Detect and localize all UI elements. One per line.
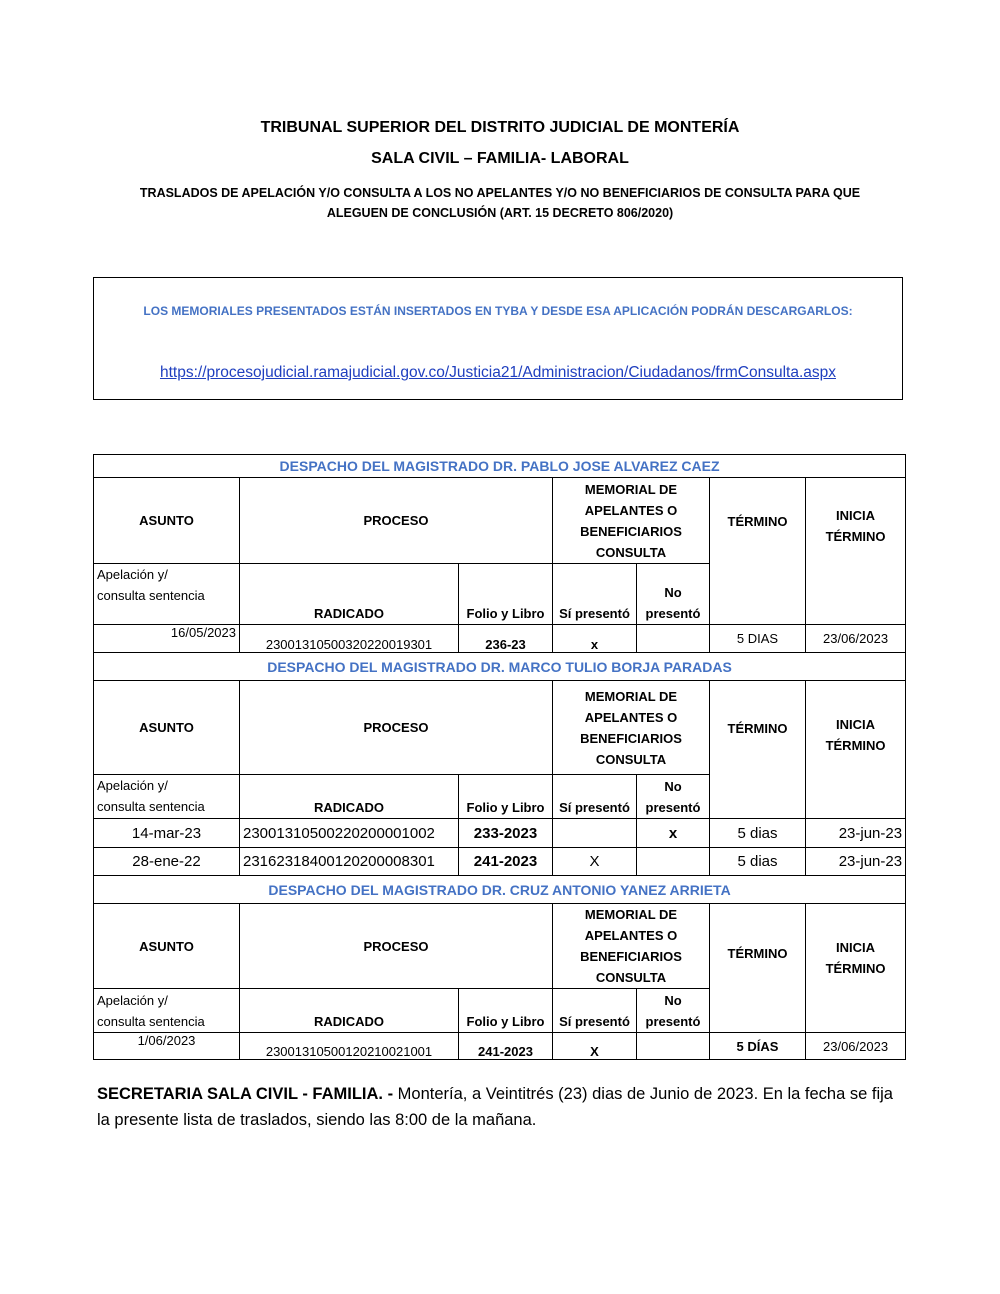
col-memorial xyxy=(553,681,710,775)
col-proceso: PROCESO xyxy=(240,904,553,989)
col-inicia-line: INICIA xyxy=(836,508,876,523)
cell-termino: 5 dias xyxy=(710,848,806,876)
col-memorial-line: BENEFICIARIOS xyxy=(580,523,682,539)
col-inicia-line: INICIA xyxy=(836,716,876,732)
cell-no-presento xyxy=(637,1033,710,1060)
tyba-consulta-link[interactable]: https://procesojudicial.ramajudicial.gov.co/Justicia21/Administracion/Ciudadanos/frmConsulta.aspx xyxy=(159,364,836,381)
table-row xyxy=(94,848,906,876)
section-title: DESPACHO DEL MAGISTRADO DR. MARCO TULIO BORJA PARADAS xyxy=(94,653,906,681)
cell-folio: 233-2023 xyxy=(459,819,553,848)
asunto-detail-line: Apelación y/ xyxy=(97,567,168,582)
cell-fecha: 28-ene-22 xyxy=(94,848,240,876)
col-no-presento xyxy=(637,775,710,819)
col-inicia-termino xyxy=(806,681,906,819)
cell-inicia: 23/06/2023 xyxy=(806,625,906,653)
footer-paragraph xyxy=(97,1081,907,1133)
document-title: TRIBUNAL SUPERIOR DEL DISTRITO JUDICIAL DE MONTERÍA xyxy=(260,119,740,136)
col-memorial xyxy=(553,904,710,989)
col-asunto: ASUNTO xyxy=(94,478,240,564)
col-no-presento xyxy=(637,564,710,625)
cell-folio: 236-23 xyxy=(459,625,553,653)
cell-inicia: 23-jun-23 xyxy=(806,819,906,848)
col-memorial-line: CONSULTA xyxy=(595,544,667,560)
footer-text: Montería, a Veintitrés (23) dias de Junio de 2023. En la fecha se fija la presente lista de traslados, siendo las 8:00 de la mañana. xyxy=(97,1085,893,1129)
traslados-table xyxy=(93,454,906,1060)
col-si-presento: Sí presentó xyxy=(553,564,637,625)
col-memorial xyxy=(553,478,710,564)
col-si-presento: Sí presentó xyxy=(553,989,637,1033)
col-inicia-termino xyxy=(806,904,906,1033)
asunto-detail xyxy=(94,775,240,819)
cell-fecha: 16/05/2023 xyxy=(94,625,240,653)
asunto-detail-line: consulta sentencia xyxy=(97,588,205,603)
col-memorial-line: APELANTES O xyxy=(584,709,678,725)
col-no-line: No xyxy=(664,993,682,1008)
col-proceso: PROCESO xyxy=(240,681,553,775)
cell-termino: 5 dias xyxy=(710,819,806,848)
col-no-line: No xyxy=(664,585,682,600)
col-no-line: presentó xyxy=(645,800,701,815)
cell-radicado: 23001310500120210021001 xyxy=(240,1033,459,1060)
col-folio: Folio y Libro xyxy=(459,564,553,625)
table-row xyxy=(94,819,906,848)
cell-no-presento xyxy=(637,848,710,876)
col-memorial-line: APELANTES O xyxy=(584,502,678,518)
col-memorial-line: CONSULTA xyxy=(595,751,667,767)
col-proceso: PROCESO xyxy=(240,478,553,564)
col-radicado: RADICADO xyxy=(240,775,459,819)
asunto-detail-line: consulta sentencia xyxy=(97,1014,205,1029)
col-termino: TÉRMINO xyxy=(710,904,806,1033)
col-memorial-line: CONSULTA xyxy=(595,970,667,985)
col-inicia-line: TÉRMINO xyxy=(825,737,886,753)
section-title: DESPACHO DEL MAGISTRADO DR. CRUZ ANTONIO YANEZ ARRIETA xyxy=(94,876,906,904)
cell-si-presento xyxy=(553,819,637,848)
col-memorial-line: BENEFICIARIOS xyxy=(580,949,682,964)
asunto-detail-line: consulta sentencia xyxy=(97,799,205,814)
col-memorial-line: MEMORIAL DE xyxy=(584,481,678,497)
document-description-line-1: TRASLADOS DE APELACIÓN Y/O CONSULTA A LOS NO APELANTES Y/O NO BENEFICIARIOS DE CONSULTA PARA QUE xyxy=(139,186,861,200)
col-asunto: ASUNTO xyxy=(94,681,240,775)
cell-si-presento: X xyxy=(553,1033,637,1060)
section-title: DESPACHO DEL MAGISTRADO DR. PABLO JOSE ALVAREZ CAEZ xyxy=(94,455,906,478)
col-termino: TÉRMINO xyxy=(710,681,806,819)
cell-si-presento: x xyxy=(553,625,637,653)
col-memorial-line: MEMORIAL DE xyxy=(584,907,678,922)
col-no-line: presentó xyxy=(645,606,701,621)
col-folio: Folio y Libro xyxy=(459,989,553,1033)
cell-si-presento: X xyxy=(553,848,637,876)
cell-folio: 241-2023 xyxy=(459,1033,553,1060)
cell-radicado: 23162318400120200008301 xyxy=(240,848,459,876)
col-inicia-line: TÉRMINO xyxy=(825,529,886,544)
notice-text: LOS MEMORIALES PRESENTADOS ESTÁN INSERTADOS EN TYBA Y DESDE ESA APLICACIÓN PODRÁN DESCARGARLOS: xyxy=(143,304,853,318)
asunto-detail-line: Apelación y/ xyxy=(97,778,168,793)
col-no-line: presentó xyxy=(645,1014,701,1029)
asunto-detail-line: Apelación y/ xyxy=(97,993,168,1008)
col-si-presento: Sí presentó xyxy=(553,775,637,819)
cell-inicia: 23-jun-23 xyxy=(806,848,906,876)
cell-termino: 5 DÍAS xyxy=(710,1033,806,1060)
asunto-detail xyxy=(94,564,240,625)
col-memorial-line: BENEFICIARIOS xyxy=(580,730,682,746)
col-asunto: ASUNTO xyxy=(94,904,240,989)
document-description-line-2: ALEGUEN DE CONCLUSIÓN (ART. 15 DECRETO 806/2020) xyxy=(326,206,674,220)
asunto-detail xyxy=(94,989,240,1033)
col-inicia-line: INICIA xyxy=(836,940,876,955)
table-row xyxy=(94,1033,906,1060)
col-no-line: No xyxy=(664,779,682,794)
cell-no-presento: x xyxy=(637,819,710,848)
col-termino: TÉRMINO xyxy=(710,478,806,625)
cell-termino: 5 DIAS xyxy=(710,625,806,653)
document-subtitle: SALA CIVIL – FAMILIA- LABORAL xyxy=(371,150,629,167)
col-radicado: RADICADO xyxy=(240,564,459,625)
table-row xyxy=(94,625,906,653)
footer-secretaria: SECRETARIA SALA CIVIL - FAMILIA. - xyxy=(97,1085,394,1103)
col-radicado: RADICADO xyxy=(240,989,459,1033)
cell-fecha: 1/06/2023 xyxy=(94,1033,240,1060)
cell-fecha: 14-mar-23 xyxy=(94,819,240,848)
col-no-presento xyxy=(637,989,710,1033)
col-inicia-termino xyxy=(806,478,906,625)
col-inicia-line: TÉRMINO xyxy=(825,961,886,976)
notice-box xyxy=(93,277,903,400)
col-memorial-line: MEMORIAL DE xyxy=(584,688,678,704)
cell-inicia: 23/06/2023 xyxy=(806,1033,906,1060)
cell-no-presento xyxy=(637,625,710,653)
col-memorial-line: APELANTES O xyxy=(584,928,678,943)
cell-folio: 241-2023 xyxy=(459,848,553,876)
cell-radicado: 23001310500320220019301 xyxy=(240,625,459,653)
cell-radicado: 23001310500220200001002 xyxy=(240,819,459,848)
col-folio: Folio y Libro xyxy=(459,775,553,819)
